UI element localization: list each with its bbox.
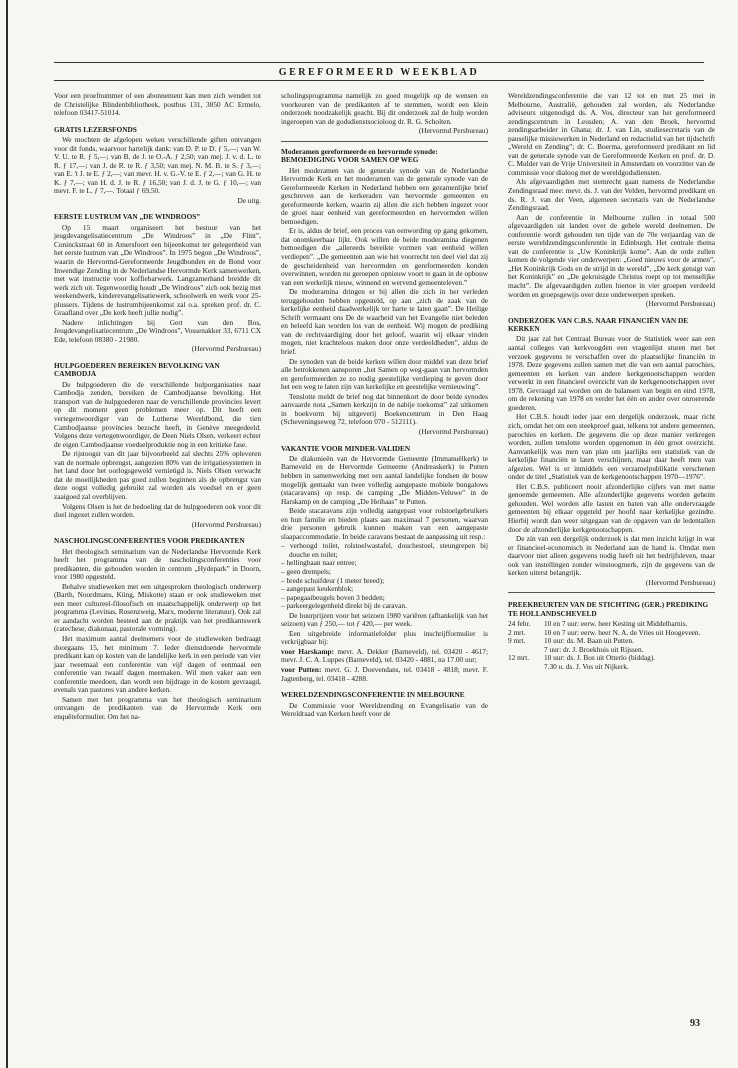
nascholing-continuation: scholingsprogramma namelijk zo goed mogelijk op de wensen en voorkeuren van de predikanten af te stemmen, wordt een klein onderzoek noodzakelijk geacht. Bij dit onderzoek zal de hulp worden ingeroepen van de godsdienstsocioloog dr. R. G. Scholten. (281, 91, 488, 126)
schedule-text: 10 en 7 uur: eerw. heer Kesting uit Middelharnis. (544, 619, 688, 629)
column-3 (508, 92, 715, 671)
windroos-paragraph-1: Op 15 maart organiseert het bestuur van het jeugdevangelisatiecentrum „De Windroos” in „De Flint”, Coninckstraat 60 in Amersfoort een bijeenkomst ter gelegenheid van het eerste lustrum van „De Windroos”. In 1975 begon „De Windroos”, waarin de Hervormd-Gereformeerde Jeugdbonden en de Bond voor Inwendige Zending in de Nederlandse Hervormde Kerk samenwerken, met wat instructie voor koffiebarwerk. Langzamerhand breidde dit werk zich uit. Tegenwoordig houdt „De Windroos” zich ook bezig met weekendwerk, kinderevangelisatiewerk, schoolwerk en werk voor 25-plussers. Tijdens de lustrumbijeenkomst zal o.a. spreken prof. dr. C. Graafland over „De kerk heeft jullie nodig”. (54, 222, 261, 318)
windroos-credit: (Hervormd Persbureau) (191, 344, 261, 354)
windroos-paragraph-2: Nadere inlichtingen bij Gert van den Bos, Jeugdevangelisatiecentrum „De Windroos”, Vossenakker 33, 6711 CX Ede, telefoon 08380 - 21980. (54, 317, 261, 344)
masthead-rule-bottom (54, 80, 704, 81)
moderamen-paragraph-1: Het moderamen van de generale synode van de Nederlandse Hervormde Kerk en het moderamen van de generale synode van de Gereformeerde Kerken in Nederland hebben een gezamenlijke brief geschreven aan de kerkeraden van hervormde gemeenten en gereformeerde kerken, waarin zij allen die zich hebben ingezet voor de groei naar eenheid van gereformeerden en hervormden willen bemoedigen. (281, 165, 488, 226)
vakantie-contact-harskamp (281, 648, 488, 665)
moderamen-paragraph-4: De synoden van de beide kerken willen door middel van deze brief alle betrokkenen aansporen „het Samen op weg-gaan van hervormden en gereformeerden ze zo nodig geestelijke verdieping te geven door het een weg te laten zijn van kerkelijke en geestelijke vernieuwing”. (281, 356, 488, 392)
heading-lezersfonds: GRATIS LEZERSFONDS (54, 124, 137, 134)
section-divider (508, 592, 715, 593)
list-item: – hellingbaan naar entree; (281, 559, 488, 568)
vakantie-paragraph-2: Beide stacaravans zijn volledig aangepast voor rolstoelgebruikers en hun familie en bieden plaats aan maximaal 7 personen, waarvan drie personen gebruik kunnen maken van een aangepaste slaapaccommodatie. In beide caravans bestaat de aanpassing uit resp.: (281, 506, 488, 541)
contact-text-harskamp: mevr. A. Dekker (Barneveld), tel. 03420 - 4617; mevr. J. C. A. Luppes (Barneveld), tel. 03420 - 4881, na 17.00 uur; (281, 646, 488, 665)
vakantie-list (281, 542, 488, 610)
heading-windroos: EERSTE LUSTRUM VAN „DE WINDROOS” (54, 212, 200, 222)
schedule-date: 24 febr. (508, 619, 531, 629)
lezersfonds-credit: De uitg. (237, 195, 261, 205)
nascholing-paragraph-1: Het theologisch seminarium van de Nederlandse Hervormde Kerk heeft het programma van de nascholingsconferenties voor predikanten, die gehouden worden in centrum „Hydepark” in Doorn, voor 1980 opgesteld. (54, 546, 261, 582)
vakantie-paragraph-4: Een uitgebreide informatiefolder plus inschrijfformulier is verkrijgbaar bij: (281, 628, 488, 647)
masthead (54, 62, 704, 81)
moderamen-paragraph-2: Er is, aldus de brief, een proces van eenwording op gang gekomen, dat onomkeerbaar lijkt. Ook willen de beide moderamina diegenen bemoedigen die „allereeds bereikte vormen van eenheid willen verdiepen”. „De gemeenten aan wie het voorrecht ten deel viel dat zij de gescheidenheid van hervormden en gereformeerden konden overwinnen, worden nu geroepen opnieuw voort te gaan in de opbouw van een werkelijk nieuw, winnend en wervend gemeenteleven.” (281, 226, 488, 287)
intro-paragraph: Voor een proefnummer of een abonnement kan men zich wenden tot de Christelijke Blindenbibliotheek, postbus 131, 3850 AC Ermelo, telefoon 03417-51014. (54, 91, 261, 118)
cambodja-paragraph-1: De hulpgoederen die de verschillende hulporganisaties naar Cambodja zenden, bereiken de Cambodjaanse bevolking. Het transport van de hulpgoederen naar de verschillende provincies levert op dit moment geen problemen meer op. Dit heeft een vertegenwoordiger van de Lutherse Wereldbond, die tien Cambodjaanse provincies bezocht heeft, in Genève meegedeeld. Volgens deze vertegenwoordiger, de Deen Niels Olsen, verkeert echter de eigen Cambodjaanse voedselproduktie nog in een kritieke fase. (54, 379, 261, 449)
nascholing-paragraph-3: Het maximum aantal deelnemers voor de studieweken bedraagt doorgaans 15, het minimum 7. Ieder dienstdoende hervormde predikant kan op kosten van de landelijke kerk in een periode van vier jaar tweemaal een conferentie van vijf dagen of eenmaal een conferentie van twaalf dagen meemaken. Wil men vaker aan een conferentie meedoen, dan wordt een bijdrage in de kosten gevraagd, evenals van pastores van andere kerken. (54, 634, 261, 695)
melbourne-continuation: Wereldzendingsconferentie die van 12 tot en met 25 mei in Melbourne, Australië, gehouden zal worden, als Nederlandse adviseurs uitgenodigd ds. A. Vos, directeur van het gereformeerd zendingscentrum in Leusden; A. van den Broek, hervormd zendingsarbeider in Ghana; dr. J. van Lin, studiesecretaris van de pauselijke missiewerken in Nederland en redactielid van het tijdschrift „Wereld en Zending”; dr. C. Boerma, gereformeerd predikant en lid van de generale synode van de Gereformeerde Kerken en prof. dr. D. C. Mulder van de Vrije Universiteit in Amsterdam en voorzitter van de commissie voor dialoog met de wereldgodsdiensten. (508, 91, 715, 177)
melbourne-credit: (Hervormd Persbureau) (645, 299, 715, 309)
vakantie-paragraph-3: De huurprijzen voor het seizoen 1980 variëren (afhankelijk van het seizoen) van ƒ 250,— tot ƒ 420,— per week. (281, 610, 488, 629)
heading-cbs: ONDERZOEK VAN C.B.S. NAAR FINANCIËN VAN DE KERKEN (508, 315, 689, 334)
cbs-paragraph-3: Het C.B.S. publiceert nooit afzonderlijke cijfers van met name genoemde gemeenten. Alle afzonderlijke gegevens worden geheim gehouden. Wel worden alle lasten en baten van alle ondervraagde gemeenten bij elkaar opgeteld per hoofd naar kerkelijke gezindte. Hierbij wordt dan weer uitgegaan van de opgaven van de ledentallen door de afzonderlijke kerkgenootschappen. (508, 481, 715, 534)
cambodja-paragraph-2: De rijstoogst van dit jaar bijvoorbeeld zal slechts 25% opleveren van de normale opbrengst, aangezien 80% van de irrigatiesystemen in het land door het oorlogsgeweld vernietigd is. Niels Olsen verwacht dat de moeilijkheden pas goed zullen beginnen als de opbrengst van deze oogst volledig gebruikt zal worden als voedsel en er geen zaaigoed zal overblijven. (54, 449, 261, 501)
heading-nascholing: NASCHOLINGSCONFERENTIES VOOR PREDIKANTEN (54, 536, 245, 546)
schedule-text: 7 uur: dr. J. Broekhuis uit Rijssen. (544, 644, 644, 654)
schedule-date (508, 663, 544, 672)
schedule-text: 10 uur: ds. M. Baan uit Putten. (544, 636, 634, 646)
section-divider (281, 141, 488, 142)
melbourne-paragraph-1: De Commissie voor Wereldzending en Evangelisatie van de Wereldraad van Kerken heeft voor de (281, 700, 488, 719)
schedule-date: 12 mrt. (508, 653, 530, 663)
schedule-row (508, 663, 715, 672)
cbs-paragraph-4: De zin van een dergelijk onderzoek is dat men inzicht krijgt in wat er financieel-economisch in Nederland aan de hand is. Omdat men daarvoor niet alleen gegevens nodig heeft uit het bedrijfsleven, maar ook van instellingen zonder winstoogmerk, zijn de gegevens van de kerken uiterst belangrijk. (508, 534, 715, 578)
nascholing-paragraph-2: Behalve studieweken met een uitgesproken theologisch onderwerp (Barth, Noordmans, Küng, Miskotte) staan er ook studieweken met een meer cultureel-filosofisch en maatschappelijk onderwerp op het programma (Levinas, Rosenzweig, Marx, moderne literatuur). Ook zal er aandacht worden besteed aan de praktijk van het predikantswerk (catechese, diakonaat, pastorale vorming). (54, 581, 261, 634)
heading-cambodja: HULPGOEDEREN BEREIKEN BEVOLKING VAN CAMBODJA (54, 361, 220, 379)
moderamen-paragraph-5: Tenslotte meldt de brief nog dat binnenkort de door beide synodes aanvaarde nota „Samen kerkzijn in de nabije toekomst” zal uitkomen in boekvorm bij uitgeverij Boekencentrum in Den Haag (Scheveningseweg 72, telefoon 070 - 512111). (281, 391, 488, 427)
contact-text-putten: mevr. G. J. Doevendans, tel. 03418 - 4818; mevr. F. Jagtenberg, tel. 03418 - 4288. (281, 665, 489, 683)
melbourne-paragraph-3: Aan de conferentie in Melbourne zullen in totaal 500 afgevaardigden uit landen over de gehele wereld deelnemen. De conferentie wordt gehouden ten tijde van de 70e verjaardag van de eerste wereldzendingsconferentie in Edinburgh. Het centrale thema van de conferentie is „Uw Koninkrijk kome”. Aan de orde zullen komen de volgende vier onderwerpen: „Goed nieuws voor de armen”, „Het Koninkrijk Gods en de strijd in de wereld”, „De kerk getuigt van het Koninkrijk” en „De gekruisigde Christus roept op tot menselijke macht”. De afgevaardigden zullen hiertoe in vier groepen verdeeld worden en groepsgewijs over deze onderwerpen spreken. (508, 212, 715, 299)
binding-edge (6, 0, 8, 1068)
column-2 (281, 92, 488, 720)
schedule-text: 7.30 u. ds. J. Vos uit Nijkerk. (544, 661, 629, 671)
list-item: – geen drempels; (281, 568, 488, 577)
nascholing-paragraph-4: Samen met het programma van het theologisch seminarium ontvangen de predikanten van de Hervormde Kerk een enquêteformulier. Om het na- (54, 694, 261, 721)
list-item: – verhoogd toilet, rolstoelwastafel, douchestoel, steungrepen bij douche en toilet; (281, 542, 488, 559)
melbourne-paragraph-2: Als afgevaardigden met stemrecht gaan namens de Nederlandse Zendingsraad mee: mevr. ds. J. van der Velden, hervormd predikant en ds. R. J. van der Veen, algemeen secretaris van de Nederlandse Zendingsraad. (508, 177, 715, 213)
heading-preekbeurten: PREEKBEURTEN VAN DE STICHTING (GER.) PREDIKING TE HOLLANDSCHEVELD (508, 600, 709, 618)
vakantie-contact-putten (281, 666, 488, 683)
cambodja-credit: (Hervormd Persbureau) (191, 519, 261, 529)
cambodja-paragraph-3: Volgens Olsen is het de bedoeling dat de hulpgoederen ook voor dit doel ingezet zullen worden. (54, 501, 261, 520)
schedule-date: 9 mrt. (508, 636, 526, 646)
list-item: – brede schuifdeur (1 meter breed); (281, 577, 488, 586)
schedule-date: 2 mrt. (508, 627, 526, 637)
cbs-credit: (Hervormd Persbureau) (645, 577, 715, 587)
list-item: – parkeergelegenheid direkt bij de caravan. (281, 602, 488, 611)
heading-vakantie: VAKANTIE VOOR MINDER-VALIDEN (281, 443, 411, 453)
schedule-text: 10 en 7 uur: eerw. heer N. A. de Vries uit Hoogeveen. (544, 627, 701, 637)
contact-label-putten: voor Putten: (281, 665, 322, 675)
vakantie-paragraph-1: De diakonieën van de Hervormde Gemeente (Immanuëlkerk) te Barneveld en de Hervormde Gemeente (Andreaskerk) te Putten hebben in samenwerking met een aantal landelijke fondsen de bouw mogelijk gemaakt van twee volledig aangepaste mobiele bungalows (stacaravans) op resp. de camping „De Midden-Veluwe” in de Harskamp en de camping „De Heihaas” te Putten. (281, 453, 488, 506)
cbs-paragraph-2: Het C.B.S. houdt ieder jaar een dergelijk onderzoek, maar richt zich, omdat het om een steekproef gaat, telkens tot andere gemeenten, parochies en kerken. De gegevens die op deze manier verkregen worden, zullen tenslotte worden opgenomen in één groot overzicht. Aanvankelijk was men van plan om jaarlijks een statistiek van de kerkelijke financiën te laten verschijnen, maar daar heeft men van afgezien. Wel is er inmiddels een verzamelpublikatie verschenen onder de titel „Statistiek van de kerkgenootschappen 1970—1976”. (508, 412, 715, 482)
contact-label-harskamp: voor Harskamp: (281, 646, 335, 656)
preekbeurten-schedule (508, 620, 715, 671)
masthead-title: GEREFORMEERD WEEKBLAD (278, 67, 480, 78)
moderamen-credit: (Hervormd Persbureau) (418, 426, 488, 436)
cbs-paragraph-1: Dit jaar zal het Centraal Bureau voor de Statistiek weer aan een aantal colleges van kerkvoogden een vragenlijst sturen met het verzoek gegevens te verschaffen over de plaatselijke financiën in 1978. Deze gegevens zullen samen met die van een aantal parochies, gemeenten en kerken van andere kerkgenootschappen worden verwerkt in een financieel overzicht van de kerkgenootschappen over 1978. Gevraagd zal worden om de balansen van begin en eind 1978, om de rekening van 1978 en verder het één en ander over onroerende goederen. (508, 334, 715, 412)
column-1 (54, 92, 261, 722)
schedule-text: 10 uur: ds. J. Bos uit Otterlo (biddag). (544, 653, 656, 663)
heading-melbourne: WERELDZENDINGSCONFERENTIE IN MELBOURNE (281, 690, 465, 700)
list-item: – aangepast keukenblok; (281, 585, 488, 594)
nascholing-credit: (Hervormd Persbureau) (418, 126, 488, 136)
page-number: 93 (690, 1018, 700, 1029)
lezersfonds-paragraph: We mochten de afgelopen weken verschillende giften ontvangen voor dit fonds, waarvoor hartelijk dank: van D. P. te D. ƒ 5,—; van W. V. U. te R. ƒ 5,—; van B. de J. te O.-A. ƒ 2,50; van mej. J. v. d. L. te R. ƒ 17,—; van J. de R. te R. ƒ 3,50; van mej. N. M. B. te S. ƒ 3,—; van E. 't J. te E. ƒ 2,—; van mevr. H. v. G.-V. te E. ƒ 2,—; van G. H. te K. ƒ 7,—; van H. d. J. te R. ƒ 16,50; van J. d. J. te G. ƒ 10,—; van mevr. F. te L. ƒ 7,—. Totaal ƒ 69,50. (54, 135, 261, 196)
heading-moderamen: Moderamen gereformeerde en hervormde synode: BEMOEDIGING VOOR SAMEN OP WEG (281, 146, 438, 165)
moderamen-paragraph-3: De moderamina dringen er bij allen die zich in het verleden teruggehouden hebben opgesteld, op aan „zich de zaak van de kerkelijke eenheid daadwerkelijk ter harte te laten gaan”. De Heilige Schrift vermaant ons De de waarheid van het Evangelie niet beleden en beleefd kan worden los van de eenheid. Wij mogen de prediking van de rechtvaardiging door het geloof, waarin wij elkaar vinden mogen, niet krachteloos maken door onze verdeeldheden”, aldus de brief. (281, 287, 488, 357)
list-item: – papegaaibeugels boven 3 bedden; (281, 594, 488, 603)
